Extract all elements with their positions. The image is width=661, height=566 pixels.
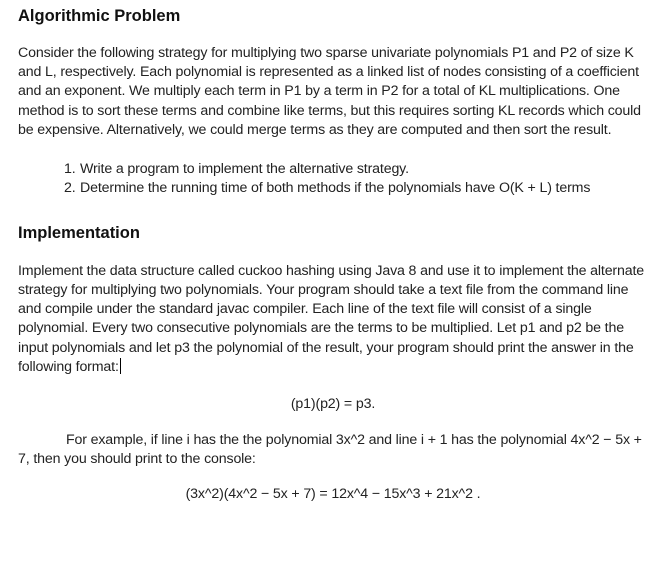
section-heading-algorithmic-problem: Algorithmic Problem [18,7,181,25]
problem-paragraph: Consider the following strategy for multiplying two sparse univariate polynomials P1 and P2 of size K and L, respectively. Each polynomial is represented as a linked list of nodes consisting of a coefficient and an exponent. We multiply each term in P1 by a term in P2 for a total of KL multiplications. One method is to sort these terms and combine like terms, but this requires sorting KL records which could be expensive. Alternatively, we could merge terms as they are computed and then sort the result. [18,45,641,138]
list-item [18,160,648,179]
example-output-line: (3x^2)(4x^2 − 5x + 7) = 12x^4 − 15x^3 + 21x^2 . [185,486,481,503]
example-paragraph: For example, if line i has the the polynomial 3x^2 and line i + 1 has the polynomial 4x^2 − 5x + 7, then you should print to the console: [18,432,642,468]
list-item-number: 1. [64,161,76,178]
list-item-number: 2. [64,180,76,197]
list-item [18,179,648,198]
document [18,0,648,504]
implementation-text: Implement the data structure called cuckoo hashing using Java 8 and use it to implement the alternate strategy for multiplying two polynomials. Your program should take a text file from the command line and compile under the standard javac compiler. Each line of the text file will consist of a single polynomial. Every two consecutive polynomials are the terms to be multiplied. Let p1 and p2 be the input polynomials and let p3 the polynomial of the result, your program should print the answer in the following format: [18,262,645,375]
list-item-text: Write a program to implement the alternative strategy. [80,161,409,178]
list-item-text: Determine the running time of both methods if the polynomials have O(K + L) terms [80,180,591,197]
text-cursor [120,358,121,374]
format-line: (p1)(p2) = p3. [290,396,376,413]
task-list [18,160,648,199]
section-heading-implementation: Implementation [18,223,140,242]
implementation-paragraph [18,262,648,377]
